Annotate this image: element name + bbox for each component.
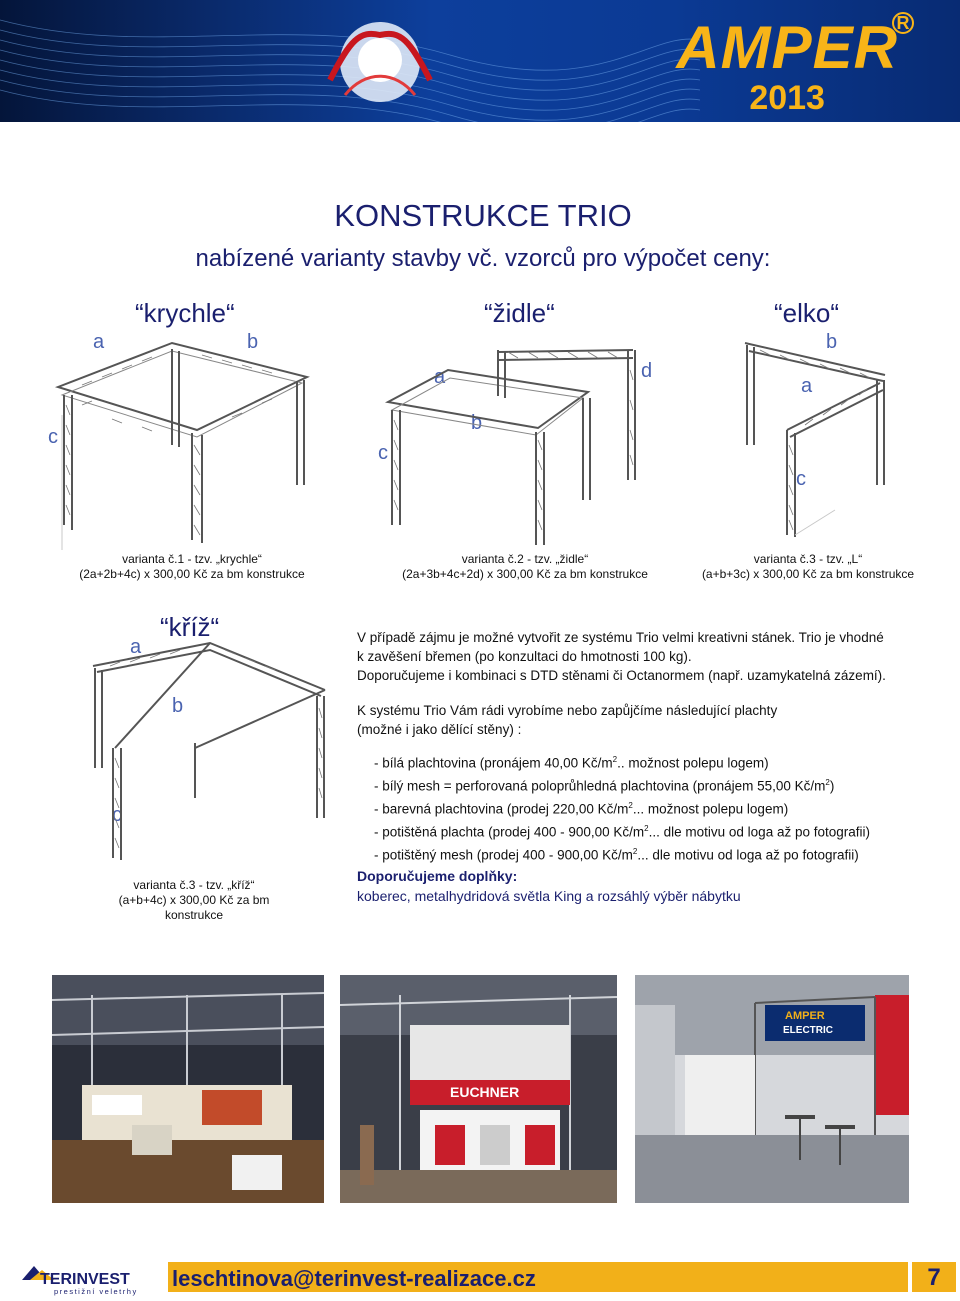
variant-krychle-caption-line1: varianta č.1 - tzv. „krychle“: [122, 552, 262, 566]
page-title: KONSTRUKCE TRIO: [334, 198, 632, 233]
variant-zidle-label-d: d: [641, 360, 653, 382]
variant-zidle-caption: [402, 552, 648, 582]
variant-elko-label-b: b: [826, 331, 838, 353]
variant-kriz-caption: [90, 878, 298, 923]
variant-kriz-caption-line2: (a+b+4c) x 300,00 Kč za bm konstrukce: [118, 893, 270, 922]
truss-elko-drawing: [735, 335, 895, 545]
page-number: 7: [912, 1262, 956, 1292]
brand-year: 2013: [749, 79, 825, 117]
variant-krychle-label-c: c: [48, 426, 58, 448]
banner-wave-graphic: [0, 0, 700, 122]
recommend-text: koberec, metalhydridová světla King a rozsáhlý výběr nábytku: [357, 888, 741, 904]
variant-kriz-label-a: a: [130, 636, 142, 658]
truss-kriz-drawing: [85, 618, 335, 868]
brand-block: [676, 14, 898, 117]
contact-email-link[interactable]: leschtinova@terinvest-realizace.cz: [172, 1266, 536, 1291]
variant-krychle-caption: [76, 552, 308, 582]
logo-tagline: prestižní veletrhy: [54, 1287, 138, 1296]
tarps-intro: [357, 701, 777, 739]
variant-zidle-name: “židle“: [484, 298, 555, 328]
tarp-list: [374, 750, 870, 865]
header-banner: [0, 0, 960, 122]
sign-euchner: EUCHNER: [450, 1084, 520, 1100]
variant-elko-name: “elko“: [774, 298, 840, 328]
variant-kriz-label-b: b: [172, 695, 184, 717]
recommend-heading: Doporučujeme doplňky:: [357, 868, 518, 884]
truss-krychle-drawing: [52, 325, 312, 550]
variant-zidle-caption-line1: varianta č.2 - tzv. „židle“: [461, 552, 589, 566]
tarps-intro-line1: K systému Trio Vám rádi vyrobíme nebo zapůjčíme následující plachty: [357, 703, 778, 718]
tarps-intro-line2: (možné i jako dělící stěny) :: [357, 722, 522, 737]
tarp-list-item: - potištěný mesh (prodej 400 - 900,00 $Kč/m^2$... dle motivu od loga až po fotografii): [374, 847, 859, 863]
variant-elko-label-c: c: [796, 468, 806, 490]
logo-name: TERINVEST: [40, 1271, 130, 1288]
tarp-list-item: - barevná plachtovina (prodej 220,00 $Kč/m^2$... možnost polepu logem): [374, 801, 789, 817]
variant-elko-caption-line1: varianta č.3 - tzv. „L“: [753, 552, 863, 566]
photo-stand-3: [635, 975, 909, 1203]
tarp-list-item: - bílý mesh = perforovaná poloprůhledná plachtovina (pronájem 55,00 $Kč/m^2$): [374, 778, 835, 794]
variant-elko-caption-line2: (a+b+3c) x 300,00 Kč za bm konstrukce: [701, 567, 915, 581]
sign-amper: AMPER: [785, 1010, 825, 1022]
variant-elko-caption: [700, 552, 916, 582]
variant-zidle-caption-line2: (2a+3b+4c+2d) x 300,00 Kč za bm konstrukce: [402, 567, 648, 581]
brand-name: AMPER: [676, 14, 898, 81]
page-subtitle: nabízené varianty stavby vč. vzorců pro výpočet ceny:: [195, 245, 771, 272]
tarp-list-item: - potištěná plachta (prodej 400 - 900,00 $Kč/m^2$... dle motivu od loga až po fotografii): [374, 824, 870, 840]
photo-stand-1: [52, 975, 324, 1203]
photo-stand-2: [340, 975, 617, 1203]
truss-zidle-drawing: [378, 340, 648, 550]
registered-mark: R: [892, 12, 914, 34]
trio-description-line3: Doporučujeme i kombinaci s DTD stěnami či Octanormem (např. uzamykatelná zázemí).: [357, 668, 886, 683]
variant-kriz-label-c: c: [112, 804, 122, 826]
variant-krychle-name: “krychle“: [135, 298, 235, 328]
tarp-list-item: - bílá plachtovina (pronájem 40,00 $Kč/m^2$.. možnost polepu logem): [374, 755, 769, 771]
variant-krychle-label-b: b: [247, 331, 259, 353]
variant-elko-label-a: a: [801, 375, 813, 397]
variant-kriz-caption-line1: varianta č.3 - tzv. „kříž“: [133, 878, 255, 892]
trio-description: [357, 628, 886, 685]
terinvest-logo: [16, 1262, 166, 1301]
trio-description-line2: k zavěšení břemen (po konzultaci do hmotnosti 100 kg).: [357, 649, 692, 664]
variant-kriz-name: “kříž“: [160, 612, 220, 642]
variant-zidle-label-a: a: [434, 366, 446, 388]
sign-electric: ELECTRIC: [783, 1025, 833, 1036]
variant-zidle-label-b: b: [471, 412, 483, 434]
variant-krychle-caption-line2: (2a+2b+4c) x 300,00 Kč za bm konstrukce: [79, 567, 305, 581]
variant-zidle-label-c: c: [378, 442, 388, 464]
trio-description-line1: V případě zájmu je možné vytvořit ze systému Trio velmi kreativni stánek. Trio je vhodné: [357, 630, 884, 645]
variant-krychle-label-a: a: [93, 331, 105, 353]
